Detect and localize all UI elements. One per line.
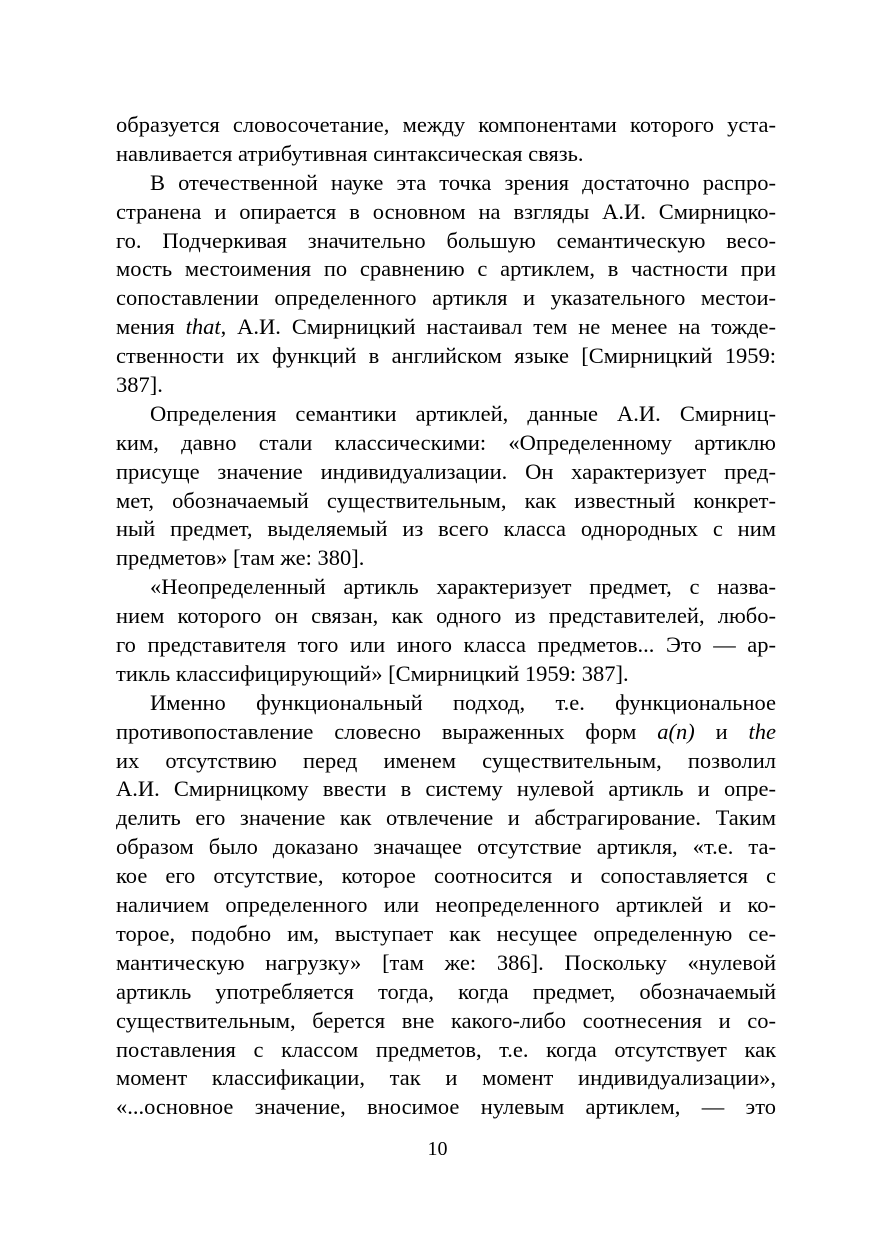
- text-line: го представителя того или иного класса предметов... Это — ар-: [116, 632, 776, 658]
- text-line: наличием определенного или неопределенного артиклей и ко-: [116, 892, 776, 918]
- text-line: артикль употребляется тогда, когда предмет, обозначаемый: [116, 978, 776, 1004]
- text-line: А.И. Смирницкому ввести в систему нулевой артикль и опре-: [116, 776, 776, 802]
- text-line: В отечественной науке эта точка зрения достаточно распро-: [150, 169, 776, 195]
- text-line: 387].: [116, 372, 163, 398]
- text-line: навливается атрибутивная синтаксическая связь.: [116, 140, 584, 166]
- text-line: торое, подобно им, выступает как несущее определенную се-: [116, 920, 776, 946]
- text-line: нием которого он связан, как одного из представителей, любо-: [116, 603, 776, 629]
- text-line: сопоставлении определенного артикля и указательного местои-: [116, 285, 776, 311]
- text-line: странена и опирается в основном на взгляды А.И. Смирницко-: [116, 198, 776, 224]
- text-line: мения that, А.И. Смирницкий настаивал тем не менее на тожде-: [116, 314, 776, 340]
- text-line: образом было доказано значащее отсутствие артикля, «т.е. та-: [116, 834, 776, 860]
- page-number: 10: [427, 1138, 448, 1160]
- text-line: Определения семантики артиклей, данные А.И. Смирниц-: [150, 400, 776, 426]
- text-line: противопоставление словесно выраженных форм a(n) и the: [116, 718, 776, 744]
- text-line: их отсутствию перед именем существительным, позволил: [116, 747, 776, 773]
- text-line: «...основное значение, вносимое нулевым артиклем, — это: [116, 1094, 776, 1120]
- text-line: тикль классифицирующий» [Смирницкий 1959: 387].: [116, 660, 629, 686]
- page-body: [116, 111, 776, 1122]
- text-line: мет, обозначаемый существительным, как известный конкрет-: [116, 487, 776, 513]
- text-line: Именно функциональный подход, т.е. функциональное: [150, 689, 776, 715]
- text-line: ственности их функций в английском языке [Смирницкий 1959:: [116, 343, 776, 369]
- text-line: ный предмет, выделяемый из всего класса однородных с ним: [116, 516, 776, 542]
- text-line: образуется словосочетание, между компонентами которого уста-: [116, 112, 776, 137]
- text-line: мантическую нагрузку» [там же: 386]. Поскольку «нулевой: [116, 949, 776, 975]
- text-line: момент классификации, так и момент индивидуализации»,: [116, 1065, 776, 1091]
- text-line: делить его значение как отвлечение и абстрагирование. Таким: [116, 805, 776, 831]
- text-line: существительным, берется вне какого-либо соотнесения и со-: [116, 1007, 776, 1033]
- text-line: го. Подчеркивая значительно большую семантическую весо-: [116, 227, 776, 253]
- text-line: ким, давно стали классическими: «Определенному артиклю: [116, 429, 776, 455]
- text-line: предметов» [там же: 380].: [116, 545, 365, 571]
- text-line: поставления с классом предметов, т.е. когда отсутствует как: [116, 1036, 776, 1062]
- text-line: кое его отсутствие, которое соотносится и сопоставляется с: [116, 863, 776, 889]
- text-line: мость местоимения по сравнению с артиклем, в частности при: [116, 256, 776, 282]
- text-line: «Неопределенный артикль характеризует предмет, с назва-: [150, 574, 776, 600]
- text-line: присуще значение индивидуализации. Он характеризует пред-: [116, 458, 776, 484]
